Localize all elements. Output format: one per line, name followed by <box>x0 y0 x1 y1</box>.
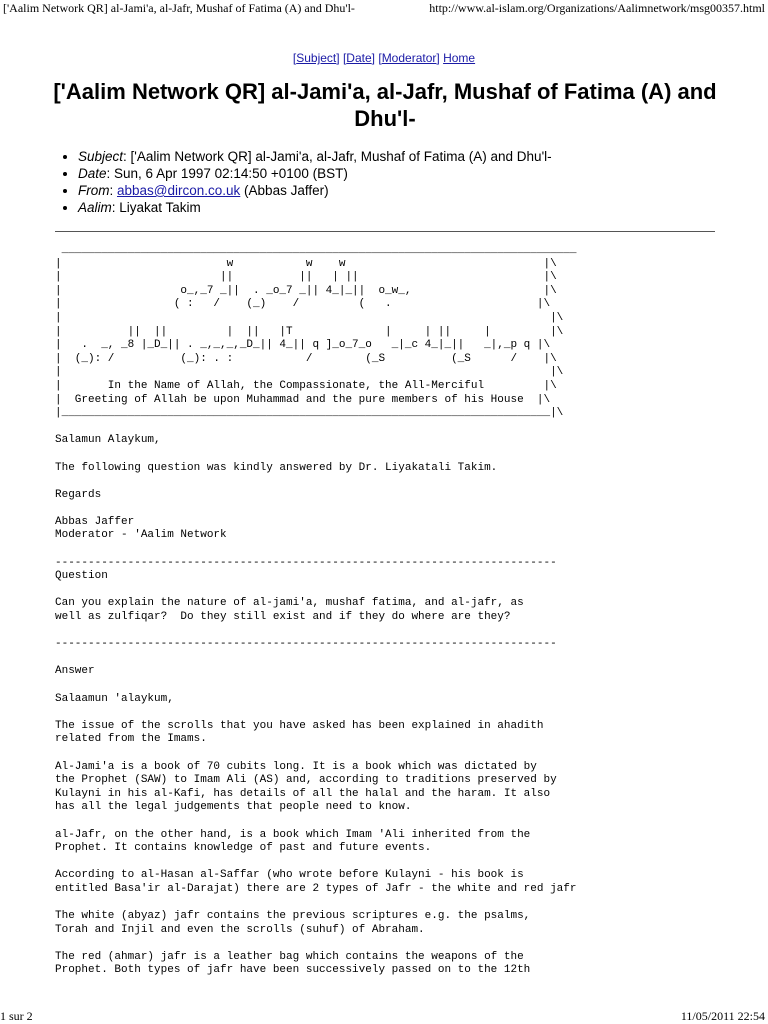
page-title: ['Aalim Network QR] al-Jami'a, al-Jafr, Mushaf of Fatima (A) and Dhu'l- <box>53 79 717 131</box>
meta-aalim-label: Aalim <box>78 200 112 215</box>
nav-home-link[interactable]: Home <box>443 51 476 65</box>
meta-date-value: : Sun, 6 Apr 1997 02:14:50 +0100 (BST) <box>106 166 348 181</box>
meta-aalim-value: : Liyakat Takim <box>111 200 201 215</box>
nav-subject-link[interactable]: Subject <box>296 51 337 65</box>
print-header-title: ['Aalim Network QR] al-Jami'a, al-Jafr, Mushaf of Fatima (A) and Dhu'l- <box>3 1 355 15</box>
meta-date-label: Date <box>78 166 107 181</box>
print-footer-page: 1 sur 2 <box>0 1009 33 1023</box>
print-header-url: http://www.al-islam.org/Organizations/Aalimnetwork/msg00357.html <box>429 1 765 15</box>
meta-from-sep: : <box>109 183 118 198</box>
message-meta-list <box>58 148 552 216</box>
meta-subject-value: : ['Aalim Network QR] al-Jami'a, al-Jafr, Mushaf of Fatima (A) and Dhu'l- <box>123 149 552 164</box>
meta-subject <box>78 148 552 165</box>
print-footer <box>0 1008 768 1024</box>
meta-from-label: From <box>78 183 110 198</box>
message-body: Salamun Alaykum, The following question was kindly answered by Dr. Liyakatali Takim. Regards Abbas Jaffer Moderator - 'Aalim Network ---------------------------------------------------------------------------- Question Can you explain the nature of al-jami'a, mushaf fatima, and al-jafr, as well as zulfiqar? Do they still exist and if they do where are they? ---------------------------------------------------------------------------- Answer Salaamun 'alaykum, The issue of the scrolls that you have asked has been explained in ahadith related from the Imams. Al-Jami'a is a book of 70 cubits long. It is a book which was dictated by the Prophet (SAW) to Imam Ali (AS) and, according to traditions preserved by Kulayni in his al-Kafi, has details of all the halal and the haram. It also has all the legal judgements that people need to know. al-Jafr, on the other hand, is a book which Imam 'Ali inherited from the Prophet. It contains knowledge of past and future events. According to al-Hasan al-Saffar (who wrote before Kulayni - his book is entitled Basa'ir al-Darajat) there are 2 types of Jafr - the white and red jafr The white (abyaz) jafr contains the previous scriptures e.g. the psalms, Torah and Injil and even the scrolls (suhuf) of Abraham. The red (ahmar) jafr is a leather bag which contains the weapons of the Prophet. Both types of jafr have been successively passed on to the 12th <box>55 434 577 977</box>
meta-from <box>78 182 552 199</box>
meta-aalim <box>78 199 552 216</box>
nav-moderator-link[interactable]: Moderator <box>381 51 437 65</box>
print-footer-timestamp: 11/05/2011 22:54 <box>680 1009 765 1023</box>
meta-date <box>78 165 552 182</box>
meta-from-email-link[interactable]: abbas@dircon.co.uk <box>117 183 241 198</box>
message-nav: [Subject] [Date] [Moderator] Home <box>292 51 476 65</box>
meta-from-name: (Abbas Jaffer) <box>240 183 329 198</box>
horizontal-rule <box>55 231 715 232</box>
meta-subject-label: Subject <box>78 149 124 164</box>
ascii-banner: ______________________________________________________________________________ | w w w |\ | || || | || |\ | o_,_7 _|| . _o_7 _|| 4_|_|| o_w_, |\ | ( : / (_) / ( . |\ | |\ | || || | || |T | | || | |\ | . _, _8 |_D_|| . _,_,_,_D_|| 4_|| q ]_o_7_o _|_c 4_|_|| _|,_p q |\ | (_): / (_): . : / (_S (_S / |\ | |\ | In the Name of Allah, the Compassionate, the All-Merciful |\ | Greeting of Allah be upon Muhammad and the pure members of his House |\ |__________________________________________________________________________|\ <box>55 244 577 420</box>
nav-date-link[interactable]: Date <box>346 51 372 65</box>
print-header <box>0 0 768 16</box>
